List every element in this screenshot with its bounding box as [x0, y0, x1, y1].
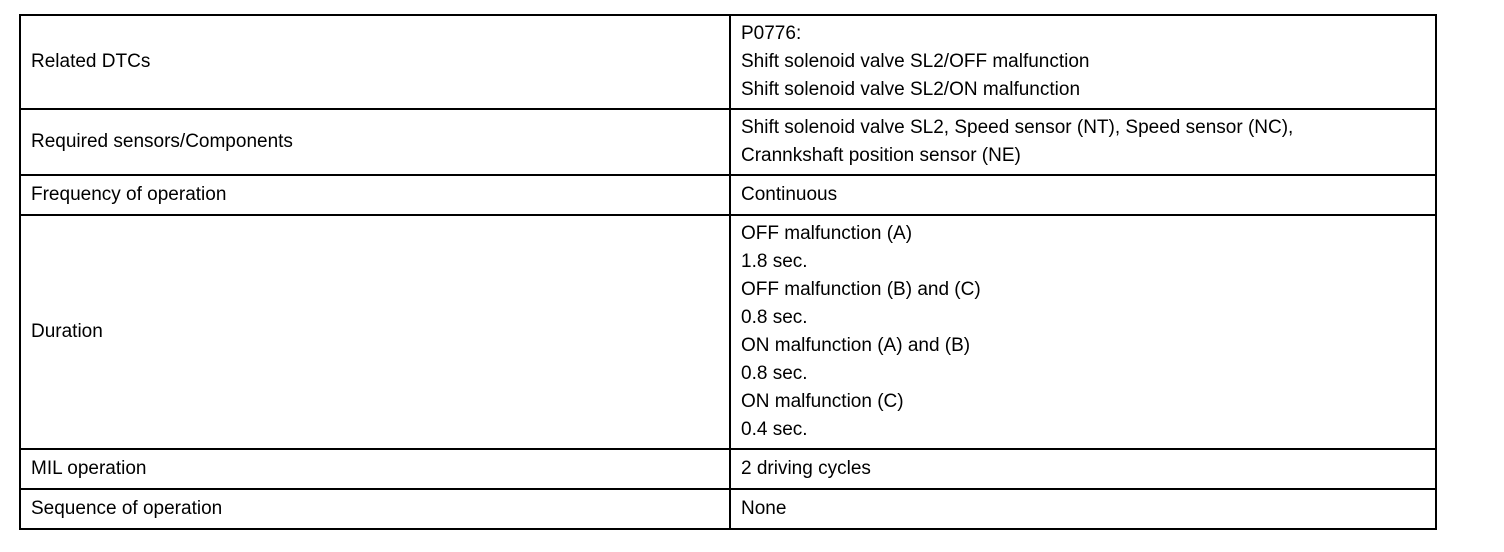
value-line: ON malfunction (A) and (B) [741, 335, 971, 356]
row-value-duration [730, 215, 1436, 449]
row-value-sequence [730, 489, 1436, 529]
value-line: 0.4 sec. [741, 419, 808, 440]
table-row-duration [20, 215, 1436, 449]
row-value-frequency [730, 175, 1436, 215]
value-line: None [741, 498, 787, 519]
dtc-spec-table [19, 14, 1437, 530]
value-line: Shift solenoid valve SL2, Speed sensor (NT), Speed sensor (NC), [741, 117, 1294, 138]
table-row-related-dtcs [20, 15, 1436, 109]
row-label-required-sensors: Required sensors/Components [20, 109, 730, 175]
value-line: P0776: [741, 23, 802, 44]
value-line: Shift solenoid valve SL2/OFF malfunction [741, 51, 1090, 72]
value-line: Continuous [741, 184, 838, 205]
table-row-required-sensors [20, 109, 1436, 175]
value-line: OFF malfunction (B) and (C) [741, 279, 981, 300]
value-line: 1.8 sec. [741, 251, 808, 272]
row-label-frequency: Frequency of operation [20, 175, 730, 215]
value-line: ON malfunction (C) [741, 391, 904, 412]
row-label-sequence: Sequence of operation [20, 489, 730, 529]
value-line: 2 driving cycles [741, 458, 871, 479]
row-value-related-dtcs [730, 15, 1436, 109]
value-line: Crannkshaft position sensor (NE) [741, 145, 1021, 166]
row-value-mil-operation [730, 449, 1436, 489]
table-row-sequence [20, 489, 1436, 529]
row-value-required-sensors [730, 109, 1436, 175]
row-label-related-dtcs: Related DTCs [20, 15, 730, 109]
row-label-duration: Duration [20, 215, 730, 449]
table-row-mil-operation [20, 449, 1436, 489]
value-line: 0.8 sec. [741, 307, 808, 328]
table-row-frequency [20, 175, 1436, 215]
value-line: OFF malfunction (A) [741, 223, 913, 244]
row-label-mil-operation: MIL operation [20, 449, 730, 489]
value-line: Shift solenoid valve SL2/ON malfunction [741, 79, 1081, 100]
value-line: 0.8 sec. [741, 363, 808, 384]
